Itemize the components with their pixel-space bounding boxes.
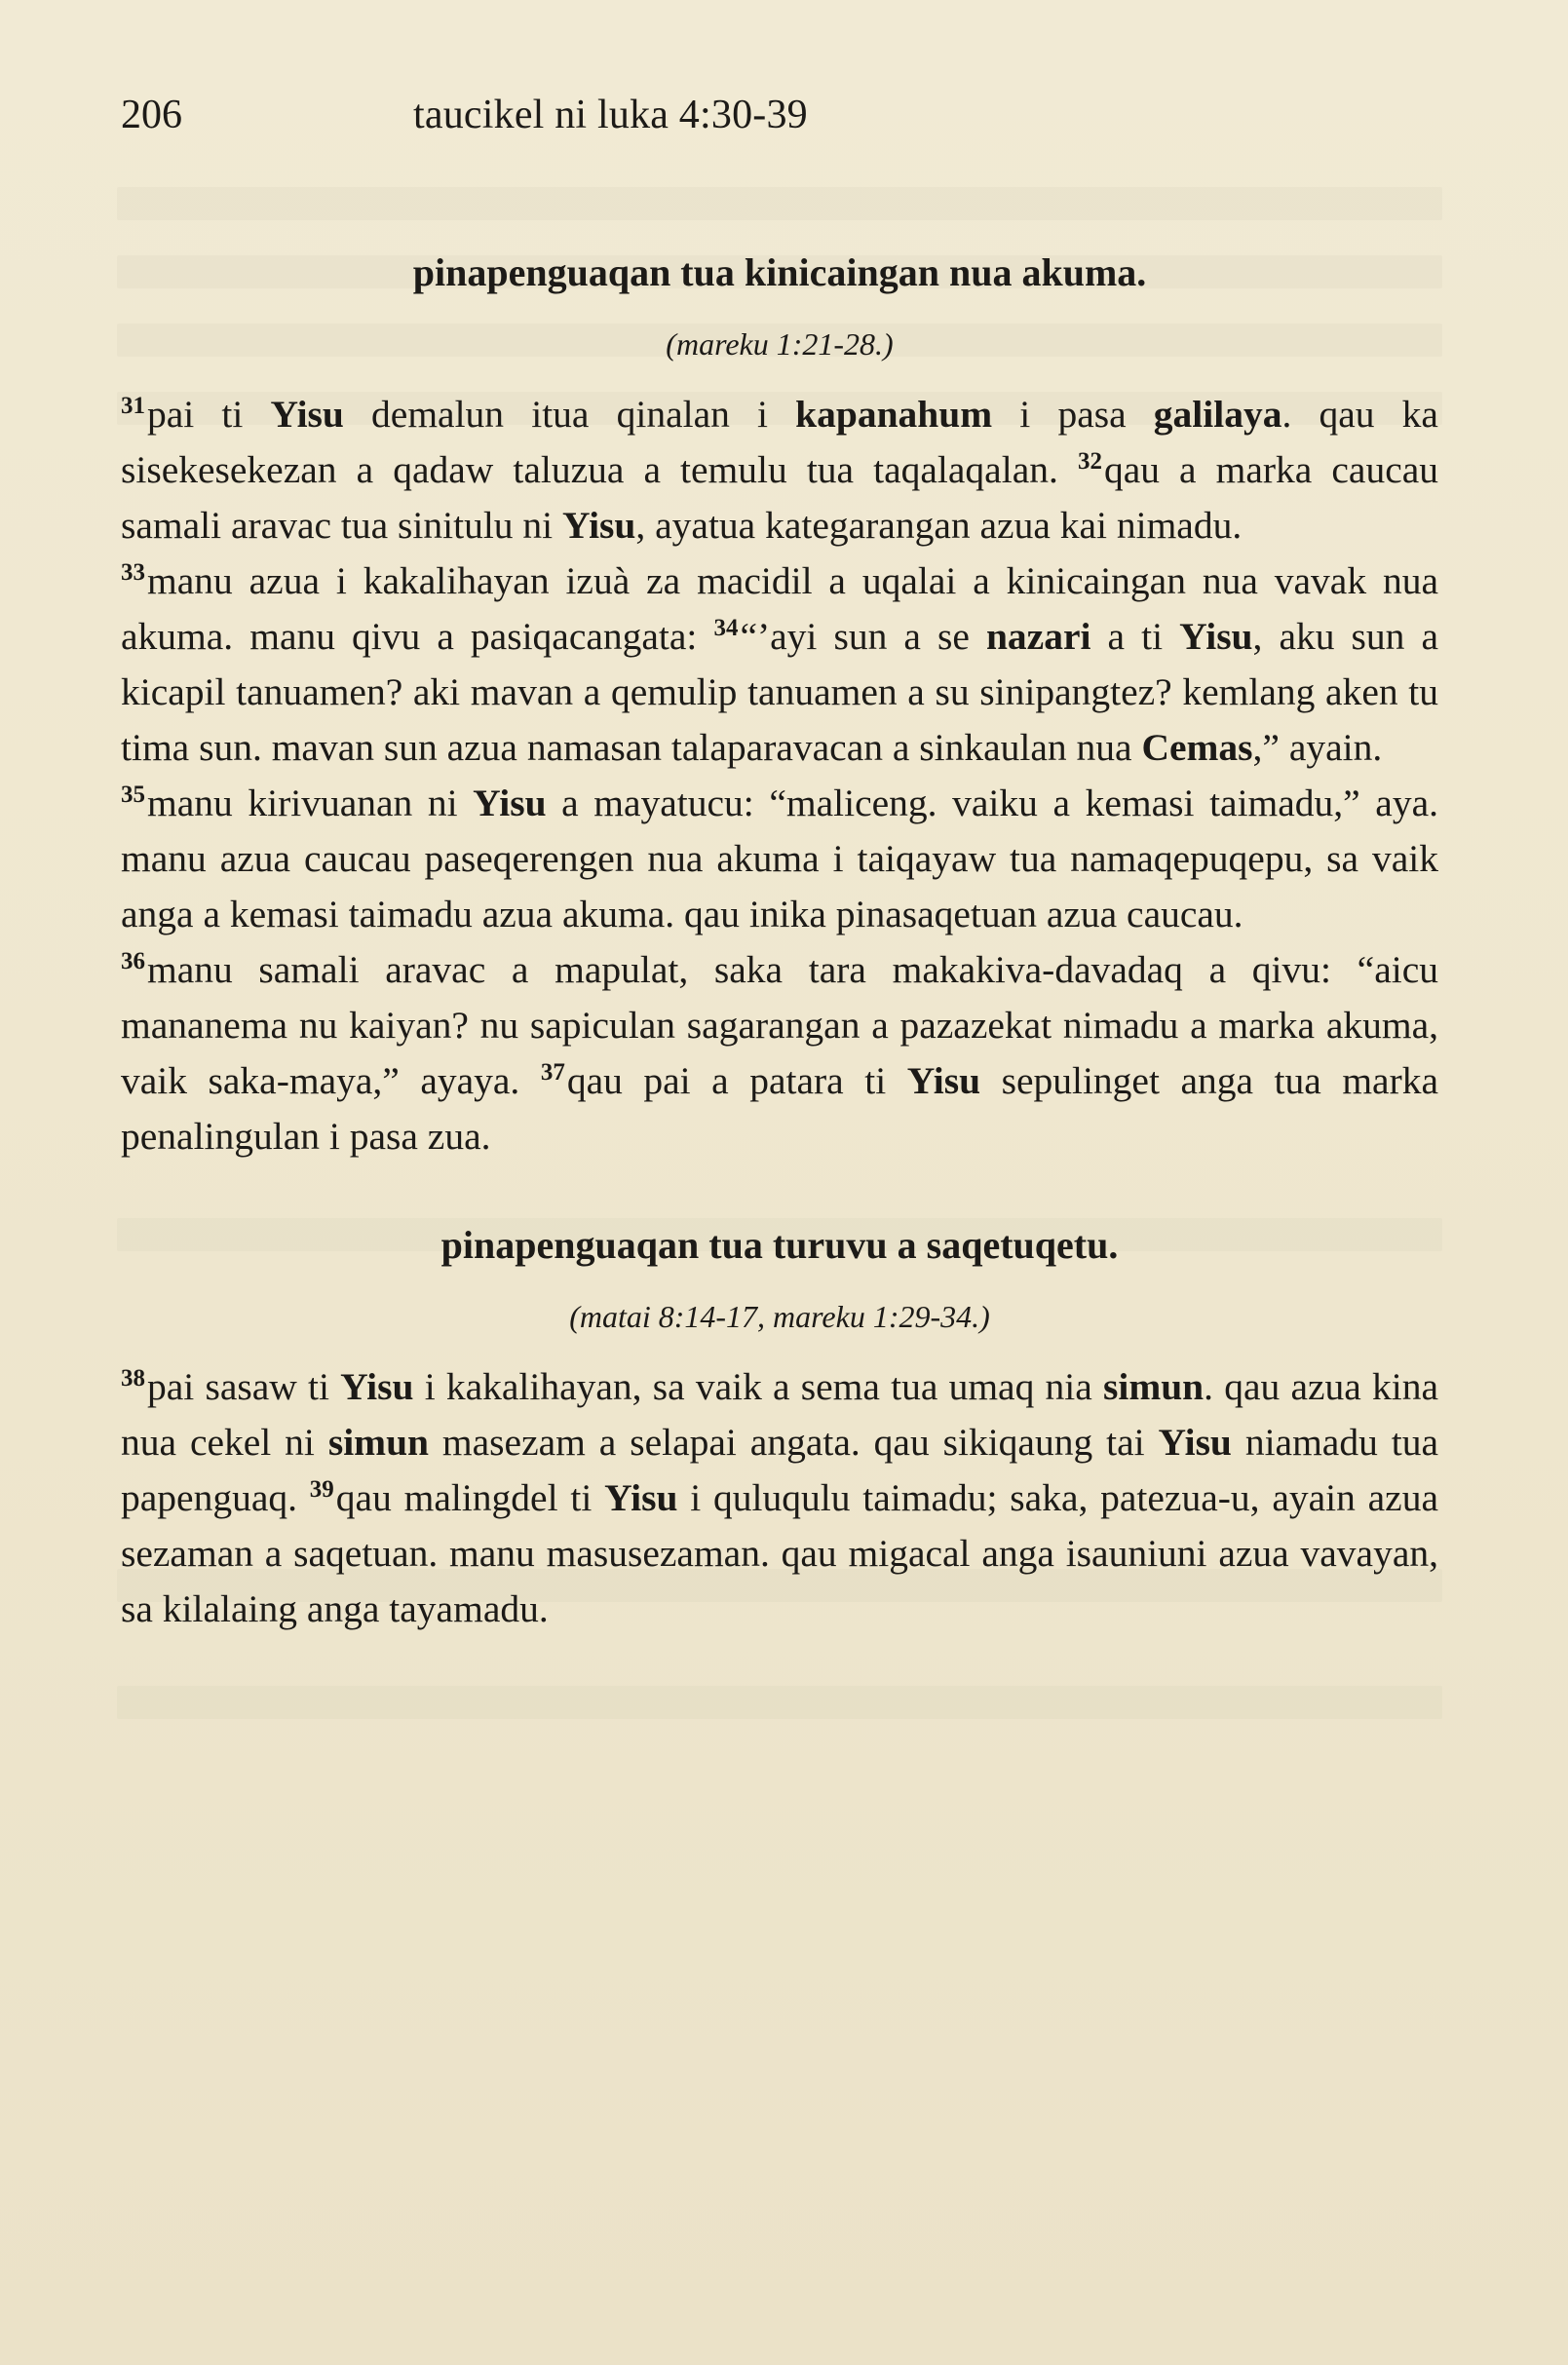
verse-text: . qau ka sisekesekezan a qadaw taluzua a temulu tua taqalaqalan. — [121, 393, 1438, 491]
page-header — [121, 86, 1447, 144]
verse-paragraph — [121, 942, 1438, 1164]
verse-number: 37 — [540, 1059, 565, 1086]
verse-number: 33 — [121, 559, 145, 586]
verse-text: qau malingdel ti — [335, 1476, 605, 1519]
proper-name: Yisu — [473, 782, 547, 824]
verse-paragraph — [121, 1359, 1438, 1637]
proper-name: Yisu — [340, 1365, 414, 1408]
place-name: galilaya — [1153, 393, 1282, 436]
verse-text: manu azua i kakalihayan izuà za macidil a uqalai a kinicaingan nua vavak nua akuma. manu qivu a pasiqacangata: — [121, 559, 1438, 658]
proper-name: Yisu — [604, 1476, 678, 1519]
verse-number: 31 — [121, 393, 145, 419]
verse-text: a mayatucu: “maliceng. vaiku a kemasi taimadu,” aya. manu azua caucau paseqerengen nua akuma i taiqayaw tua namaqepuqepu, sa vaik anga a kemasi taimadu azua akuma. qau inika pinasaqetuan azua caucau. — [121, 782, 1438, 935]
proper-name: Yisu — [1179, 615, 1253, 658]
proper-name: Yisu — [1158, 1421, 1232, 1464]
verse-text: a ti — [1090, 615, 1180, 658]
verse-text: manu samali aravac a mapulat, saka tara makakiva-davadaq a qivu: “aicu mananema nu kaiyan? nu sapiculan sagarangan a pazazekat nimadu a marka akuma, vaik saka-maya,” ayaya. — [121, 948, 1438, 1102]
verse-text: qau pai a patara ti — [566, 1059, 907, 1102]
verse-text: masezam a selapai angata. qau sikiqaung tai — [429, 1421, 1159, 1464]
verse-text: demalun itua qinalan i — [343, 393, 796, 436]
verse-text: i pasa — [992, 393, 1154, 436]
main-text — [121, 248, 1438, 1637]
verse-number: 32 — [1077, 448, 1102, 475]
verse-text: . qau azua kina nua cekel ni — [121, 1365, 1438, 1464]
verse-paragraph — [121, 553, 1438, 776]
proper-name: simun — [1102, 1365, 1205, 1408]
verse-text: , ayatua kategarangan azua kai nimadu. — [635, 504, 1243, 547]
proper-name: nazari — [985, 615, 1091, 658]
proper-name: simun — [327, 1421, 430, 1464]
verse-paragraph — [121, 776, 1438, 942]
verse-text: manu kirivuanan ni — [147, 782, 474, 824]
verse-text: ,” ayain. — [1252, 726, 1383, 769]
page-number: 206 — [121, 93, 182, 137]
verse-text: pai sasaw ti — [147, 1365, 341, 1408]
verse-text: “’ayi sun a se — [740, 615, 986, 658]
verse-text: , aku sun a kicapil tanuamen? aki mavan a qemulip tanuamen a su sinipangtez? kemlang aken tu tima sun. mavan sun azua namasan talaparavacan a sinkaulan nua — [121, 615, 1439, 769]
cross-reference: (matai 8:14-17, mareku 1:29-34.) — [569, 1299, 990, 1334]
bleed-through-shadow — [117, 187, 1442, 220]
section-title: pinapenguaqan tua turuvu a saqetuqetu. — [440, 1223, 1119, 1267]
verse-text: qau a marka caucau samali aravac tua sinitulu ni — [121, 448, 1439, 547]
verse-paragraph — [121, 387, 1438, 553]
verse-text: sepulinget anga tua marka penalingulan i pasa zua. — [121, 1059, 1439, 1158]
place-name: kapanahum — [795, 393, 993, 436]
verse-text: pai ti — [147, 393, 271, 436]
verse-number: 34 — [713, 615, 739, 641]
proper-name: Yisu — [906, 1059, 981, 1102]
verse-text: i quluqulu taimadu; saka, patezua-u, ayain azua sezaman a saqetuan. manu masusezaman. qau migacal anga isauniuni azua vavayan, sa kilalaing anga tayamadu. — [121, 1476, 1438, 1630]
verse-number: 35 — [121, 782, 145, 808]
proper-name: Cemas — [1141, 726, 1253, 769]
verse-text: i kakalihayan, sa vaik a sema tua umaq nia — [413, 1365, 1103, 1408]
bleed-through-shadow — [117, 1686, 1442, 1719]
verse-number: 39 — [309, 1476, 334, 1503]
cross-reference: (mareku 1:21-28.) — [666, 326, 894, 362]
section-spacer — [121, 1164, 1438, 1221]
proper-name: Yisu — [270, 393, 344, 436]
verse-number: 38 — [121, 1365, 145, 1392]
running-head: taucikel ni luka 4:30-39 — [413, 93, 808, 137]
verse-text: niamadu tua papenguaq. — [121, 1421, 1438, 1519]
section-title: pinapenguaqan tua kinicaingan nua akuma. — [412, 250, 1147, 294]
proper-name: Yisu — [562, 504, 636, 547]
verse-number: 36 — [121, 948, 145, 974]
